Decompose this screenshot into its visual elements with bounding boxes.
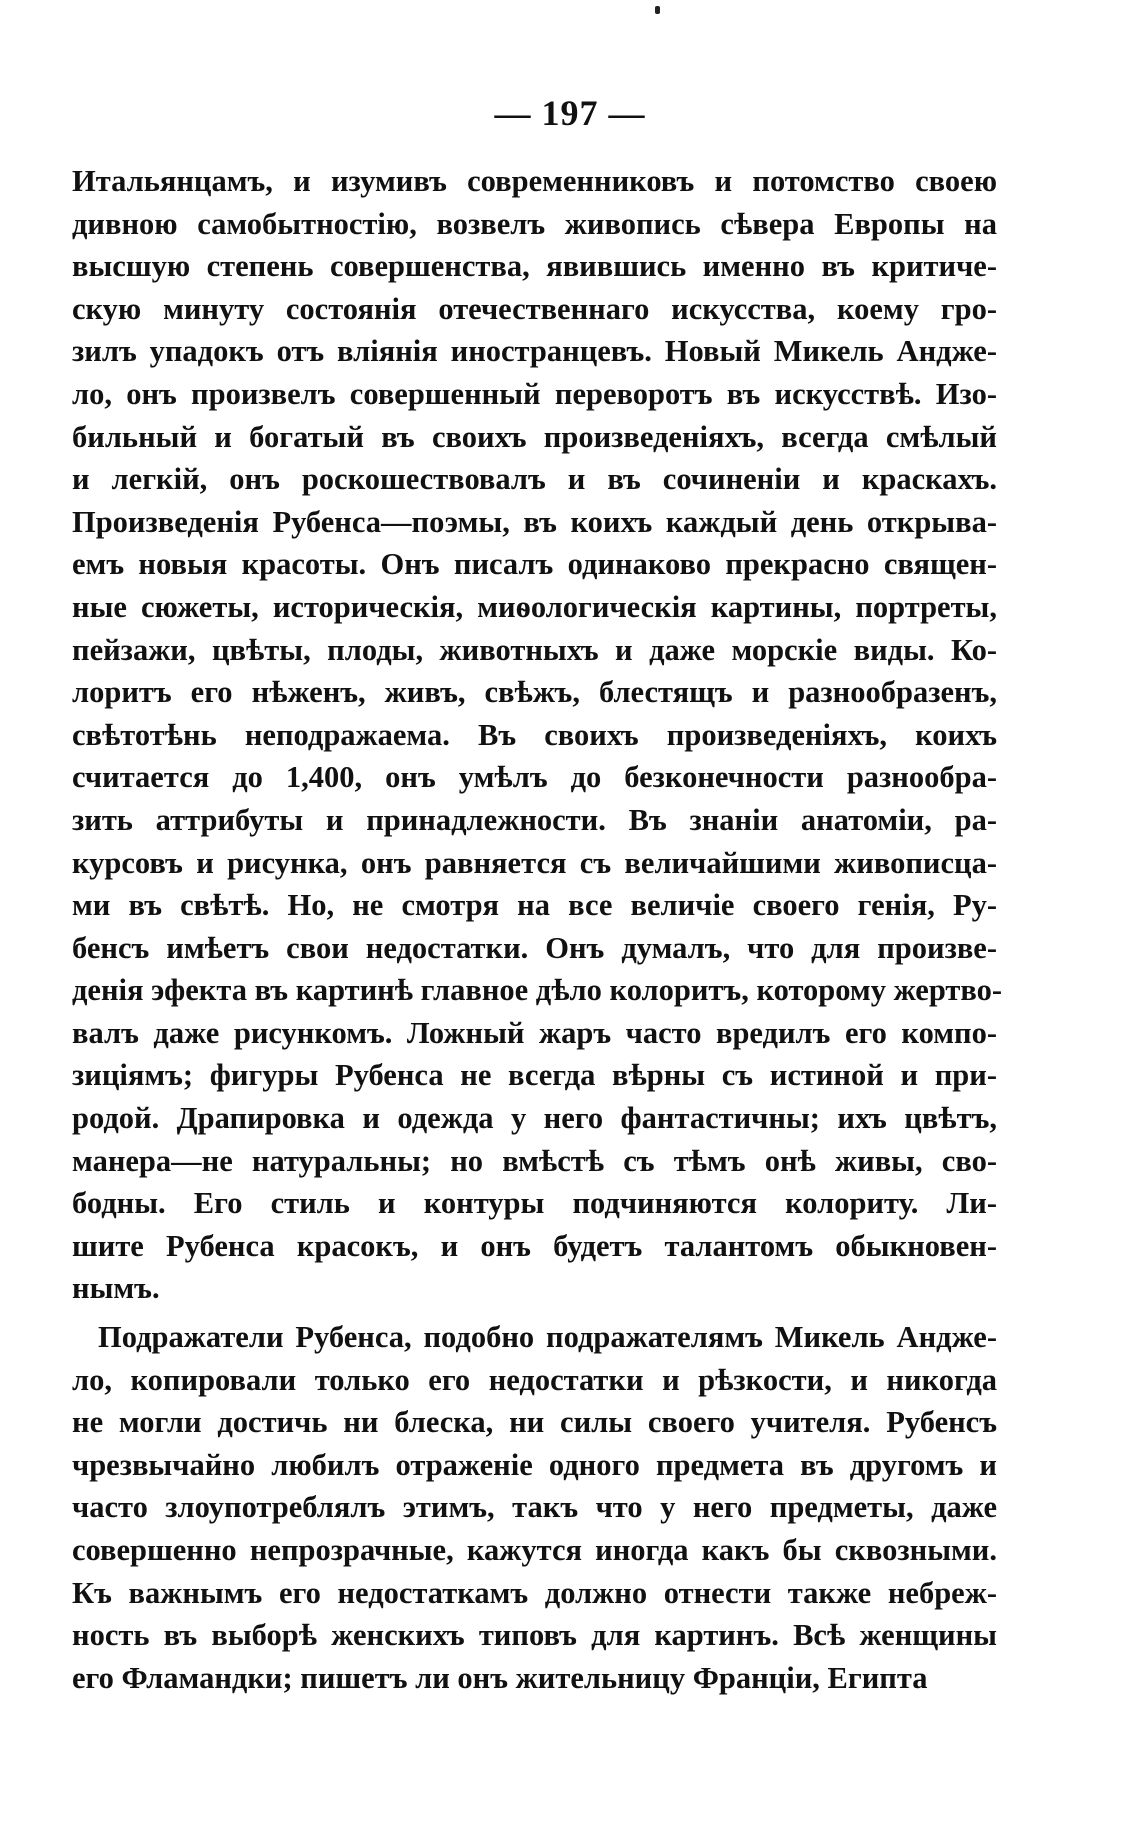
text-line: чрезвычайно любилъ отраженіе одного предмета въ другомъ и — [72, 1447, 997, 1482]
text-line: высшую степень совершенства, явившись именно въ критиче- — [72, 249, 997, 284]
text-line: зить аттрибуты и принадлежности. Въ знаніи анатоміи, ра- — [72, 802, 997, 837]
text-line: лоритъ его нѣженъ, живъ, свѣжъ, блестящъ и разнообразенъ, — [72, 675, 997, 710]
text-line: бенсъ имѣетъ свои недостатки. Онъ думалъ, что для произве- — [72, 930, 997, 965]
text-line: часто злоупотреблялъ этимъ, такъ что у него предметы, даже — [72, 1490, 997, 1525]
text-line: совершенно непрозрачные, кажутся иногда какъ бы сквозными. — [72, 1532, 997, 1567]
text-line: свѣтотѣнь неподражаема. Въ своихъ произведеніяхъ, коихъ — [72, 717, 997, 752]
text-line: не могли достичь ни блеска, ни силы своего учителя. Рубенсъ — [72, 1405, 997, 1440]
text-line: ность въ выборѣ женскихъ типовъ для картинъ. Всѣ женщины — [72, 1618, 997, 1653]
page-number: — 197 — — [494, 93, 646, 133]
paragraph-1 — [72, 160, 1003, 1310]
text-line: бильный и богатый въ своихъ произведеніяхъ, всегда смѣлый — [72, 419, 997, 454]
text-line: Къ важнымъ его недостаткамъ должно отнести также небреж- — [72, 1575, 997, 1610]
text-line: манера—не натуральны; но вмѣстѣ съ тѣмъ онѣ живы, сво- — [72, 1143, 997, 1178]
text-line: ло, копировали только его недостатки и рѣзкости, и никогда — [72, 1362, 997, 1397]
text-line: Подражатели Рубенса, подобно подражателямъ Микель Андже- — [98, 1320, 997, 1354]
text-line: валъ даже рисункомъ. Ложный жаръ часто вредилъ его компо- — [72, 1015, 997, 1050]
text-line: курсовъ и рисунка, онъ равняется съ величайшими живописца- — [72, 845, 997, 880]
text-line: и легкій, онъ роскошествовалъ и въ сочиненіи и краскахъ. — [72, 462, 997, 497]
text-line: считается до 1,400, онъ умѣлъ до безконечности разнообра- — [72, 760, 997, 795]
text-line: пейзажи, цвѣты, плоды, животныхъ и даже морскіе виды. Ко- — [72, 632, 997, 667]
text-line: ми въ свѣтѣ. Но, не смотря на все величіе своего генія, Ру- — [72, 888, 997, 923]
paragraph-2 — [72, 1316, 997, 1699]
text-line: зиціямъ; фигуры Рубенса не всегда вѣрны съ истиной и при- — [72, 1058, 997, 1093]
text-line: его Фламандки; пишетъ ли онъ жительницу Франціи, Египта — [72, 1660, 928, 1695]
text-line: Произведенія Рубенса—поэмы, въ коихъ каждый день открыва- — [72, 504, 997, 539]
text-line: емъ новыя красоты. Онъ писалъ одинаково прекрасно священ- — [72, 547, 997, 582]
text-line: скую минуту состоянія отечественнаго искусства, коему гро- — [72, 291, 997, 326]
text-line: нымъ. — [72, 1271, 160, 1306]
ink-speck — [655, 6, 660, 14]
text-line: шите Рубенса красокъ, и онъ будетъ талантомъ обыкновен- — [72, 1228, 997, 1263]
text-line: бодны. Его стиль и контуры подчиняются колориту. Ли- — [72, 1186, 997, 1221]
text-line: Итальянцамъ, и изумивъ современниковъ и потомство своею — [72, 164, 997, 198]
text-line: денія эфекта въ картинѣ главное дѣло колоритъ, которому жертво- — [72, 973, 1003, 1008]
text-line: ные сюжеты, историческія, миѳологическія картины, портреты, — [72, 589, 997, 624]
text-line: дивною самобытностію, возвелъ живопись сѣвера Европы на — [72, 206, 997, 241]
text-line: зилъ упадокъ отъ вліянія иностранцевъ. Новый Микель Андже- — [72, 334, 997, 369]
text-line: родой. Драпировка и одежда у него фантастичны; ихъ цвѣтъ, — [72, 1101, 997, 1136]
text-line: ло, онъ произвелъ совершенный переворотъ въ искусствѣ. Изо- — [72, 376, 997, 411]
